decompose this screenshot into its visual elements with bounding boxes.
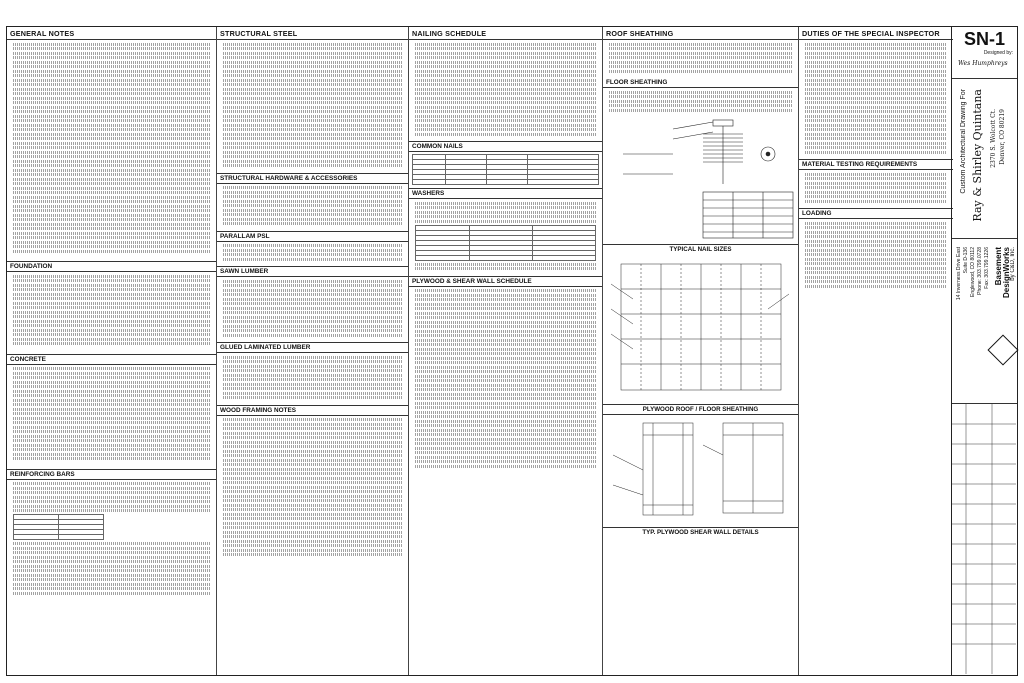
plywood-roof-floor-caption: PLYWOOD ROOF / FLOOR SHEATHING xyxy=(603,404,798,415)
concrete-text xyxy=(7,365,216,463)
concrete-heading: CONCRETE xyxy=(7,354,216,365)
column-general xyxy=(7,27,217,675)
general-notes-text xyxy=(7,40,216,255)
revision-grid xyxy=(952,404,1016,674)
hardware-heading: STRUCTURAL HARDWARE & ACCESSORIES xyxy=(217,173,408,184)
plywood-shear-heading: PLYWOOD & SHEAR WALL SCHEDULE xyxy=(409,276,602,287)
plywood-sheathing-drawing xyxy=(603,254,797,404)
sheet-number: SN-1 xyxy=(963,29,1005,49)
sheet-number-cell xyxy=(952,27,1017,79)
column-inspection xyxy=(799,27,953,675)
firm-phone: Phone: 303.799.0728 xyxy=(977,247,983,295)
nail-detail-drawing xyxy=(603,114,797,244)
sawn-lumber-text xyxy=(217,277,408,339)
parallam-text xyxy=(217,242,408,264)
structural-steel-heading: STRUCTURAL STEEL xyxy=(217,27,408,40)
material-testing-text xyxy=(799,170,953,205)
parallam-heading: PARALLAM PSL xyxy=(217,231,408,242)
nailing-schedule-heading: NAILING SCHEDULE xyxy=(409,27,602,40)
sawn-lumber-heading: SAWN LUMBER xyxy=(217,266,408,277)
roof-sheathing-text xyxy=(603,40,798,75)
reinforcing-text xyxy=(7,480,216,598)
plywood-shear-text xyxy=(409,287,602,471)
floor-sheathing-heading: FLOOR SHEATHING xyxy=(603,78,798,88)
special-inspector-text xyxy=(799,40,953,156)
glulam-heading: GLUED LAMINATED LUMBER xyxy=(217,342,408,353)
common-nails-heading: COMMON NAILS xyxy=(409,141,602,152)
revisions-cell xyxy=(952,404,1017,677)
address-line2: Denver, CO 80219 xyxy=(999,109,1006,165)
column-sheathing xyxy=(603,27,799,675)
rebar-lap-table xyxy=(13,514,104,540)
general-notes-heading: GENERAL NOTES xyxy=(7,27,216,40)
project-cell xyxy=(952,79,1017,239)
loading-heading: LOADING xyxy=(799,208,953,219)
title-block xyxy=(951,27,1017,675)
washers-text xyxy=(409,199,602,273)
roof-sheathing-heading: ROOF SHEATHING xyxy=(603,27,798,40)
washers-table xyxy=(415,225,596,261)
structural-steel-text xyxy=(217,40,408,170)
washers-heading: WASHERS xyxy=(409,188,602,199)
nail-sizes-caption: TYPICAL NAIL SIZES xyxy=(603,244,798,254)
shear-wall-detail-drawing xyxy=(603,415,797,527)
wood-framing-heading: WOOD FRAMING NOTES xyxy=(217,405,408,416)
firm-logo xyxy=(987,334,1018,365)
column-nailing xyxy=(409,27,603,675)
column-structural xyxy=(217,27,409,675)
hardware-text xyxy=(217,184,408,228)
firm-suite: Suite D-136 xyxy=(963,247,969,274)
reinforcing-heading: REINFORCING BARS xyxy=(7,469,216,480)
drawing-sheet xyxy=(6,26,1018,676)
firm-line3: by C&D, Inc. xyxy=(1010,247,1016,281)
designed-by-label: Designed by: xyxy=(983,50,1013,56)
firm-line1: Basement xyxy=(994,247,1003,286)
firm-fax: Fax: 303.799.1226 xyxy=(984,247,990,289)
common-nails-table xyxy=(412,154,599,185)
project-line2: Ray & Shirley Quintana xyxy=(971,89,984,222)
firm-city: Englewood, CO 80112 xyxy=(970,247,976,297)
project-line1: Custom Architectural Drawing For xyxy=(960,89,967,194)
designer-signature: Wes Humphreys xyxy=(958,60,1008,67)
address-line1: 2370 S. Wolcott Ct. xyxy=(990,109,997,168)
nailing-schedule-text xyxy=(409,40,602,138)
firm-cell xyxy=(952,239,1017,404)
firm-line2: DesignWorks xyxy=(1002,247,1011,298)
wood-framing-text xyxy=(217,416,408,559)
foundation-heading: FOUNDATION xyxy=(7,261,216,272)
floor-sheathing-text xyxy=(603,88,798,114)
glulam-text xyxy=(217,353,408,402)
firm-address: 14 Inverness Drive East xyxy=(956,247,962,301)
shear-wall-caption: TYP. PLYWOOD SHEAR WALL DETAILS xyxy=(603,527,798,537)
foundation-text xyxy=(7,272,216,348)
special-inspector-heading: DUTIES OF THE SPECIAL INSPECTOR xyxy=(799,27,953,40)
material-testing-heading: MATERIAL TESTING REQUIREMENTS xyxy=(799,159,953,170)
loading-text xyxy=(799,219,953,290)
